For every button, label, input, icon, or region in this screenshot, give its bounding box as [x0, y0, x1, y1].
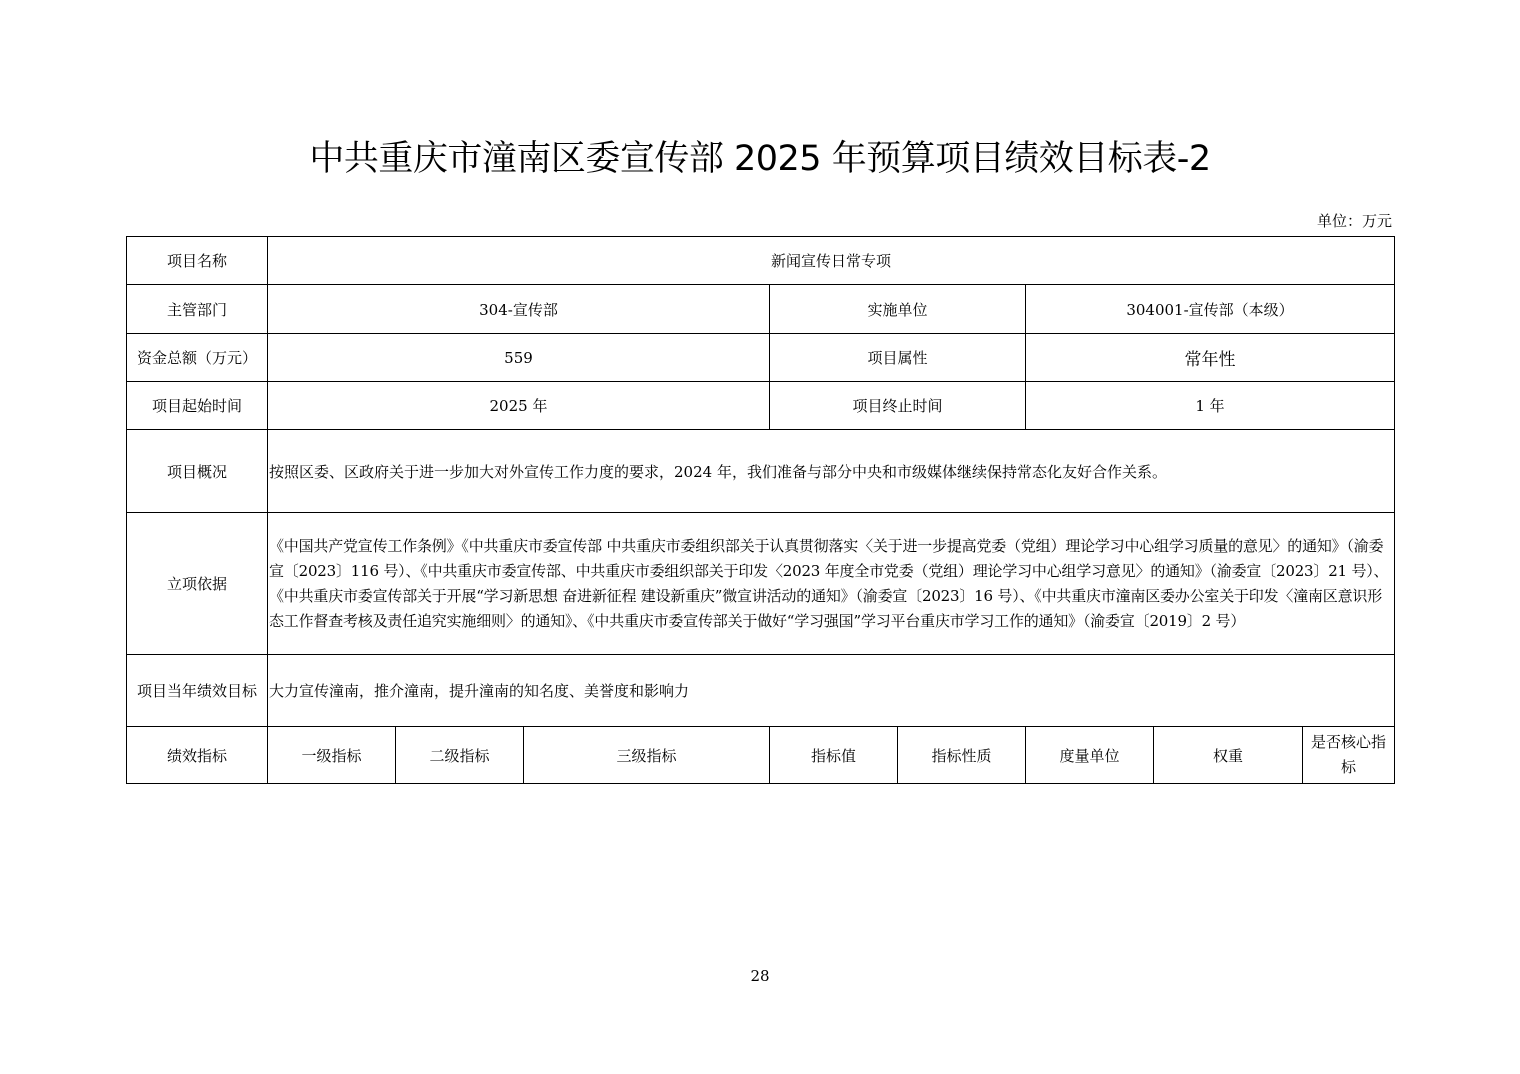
dept-label: 主管部门	[127, 285, 268, 334]
page-number: 28	[750, 967, 770, 985]
goal-label: 项目当年绩效目标	[127, 655, 268, 727]
indicator-header-3: 三级指标	[524, 727, 770, 784]
project-name-label: 项目名称	[127, 237, 268, 285]
start-label: 项目起始时间	[127, 382, 268, 430]
impl-value: 304001-宣传部（本级）	[1026, 285, 1395, 334]
indicator-header-6: 度量单位	[1026, 727, 1154, 784]
indicator-header-1: 一级指标	[268, 727, 396, 784]
impl-label: 实施单位	[770, 285, 1026, 334]
fund-label: 资金总额（万元）	[127, 334, 268, 382]
fund-value: 559	[268, 334, 770, 382]
performance-target-table	[126, 236, 1395, 784]
attr-label: 项目属性	[770, 334, 1026, 382]
page-title: 中共重庆市潼南区委宣传部 2025 年预算项目绩效目标表-2	[309, 139, 1211, 179]
goal-value: 大力宣传潼南，推介潼南，提升潼南的知名度、美誉度和影响力	[268, 655, 1395, 727]
attr-value: 常年性	[1026, 334, 1395, 382]
indicator-header-5: 指标性质	[898, 727, 1026, 784]
end-label: 项目终止时间	[770, 382, 1026, 430]
project-name-value: 新闻宣传日常专项	[268, 237, 1395, 285]
basis-value: 《中国共产党宣传工作条例》《中共重庆市委宣传部 中共重庆市委组织部关于认真贯彻落实〈关于进一步提高党委（党组）理论学习中心组学习质量的意见〉的通知》（渝委宣〔2023〕116 号）、《中共重庆市委宣传部、中共重庆市委组织部关于印发〈2023 年度全市党委（党组）理论学习中心组学习意见〉的通知》（渝委宣〔2023〕21 号）、《中共重庆市委宣传部关于开展“学习新思想 奋进新征程 建设新重庆”微宣讲活动的通知》（渝委宣〔2023〕16 号）、《中共重庆市潼南区委办公室关于印发〈潼南区意识形态工作督查考核及责任追究实施细则〉的通知》、《中共重庆市委宣传部关于做好“学习强国”学习平台重庆市学习工作的通知》（渝委宣〔2019〕2 号）	[268, 513, 1395, 655]
indicator-header-2: 二级指标	[396, 727, 524, 784]
end-value: 1 年	[1026, 382, 1395, 430]
overview-value: 按照区委、区政府关于进一步加大对外宣传工作力度的要求，2024 年，我们准备与部分中央和市级媒体继续保持常态化友好合作关系。	[268, 430, 1395, 513]
indicator-header-0: 绩效指标	[127, 727, 268, 784]
overview-label: 项目概况	[127, 430, 268, 513]
indicator-header-7: 权重	[1154, 727, 1303, 784]
indicator-header-8: 是否核心指标	[1303, 727, 1395, 784]
basis-label: 立项依据	[127, 513, 268, 655]
dept-value: 304-宣传部	[268, 285, 770, 334]
indicator-header-4: 指标值	[770, 727, 898, 784]
start-value: 2025 年	[268, 382, 770, 430]
unit-label: 单位：万元	[1316, 212, 1392, 230]
